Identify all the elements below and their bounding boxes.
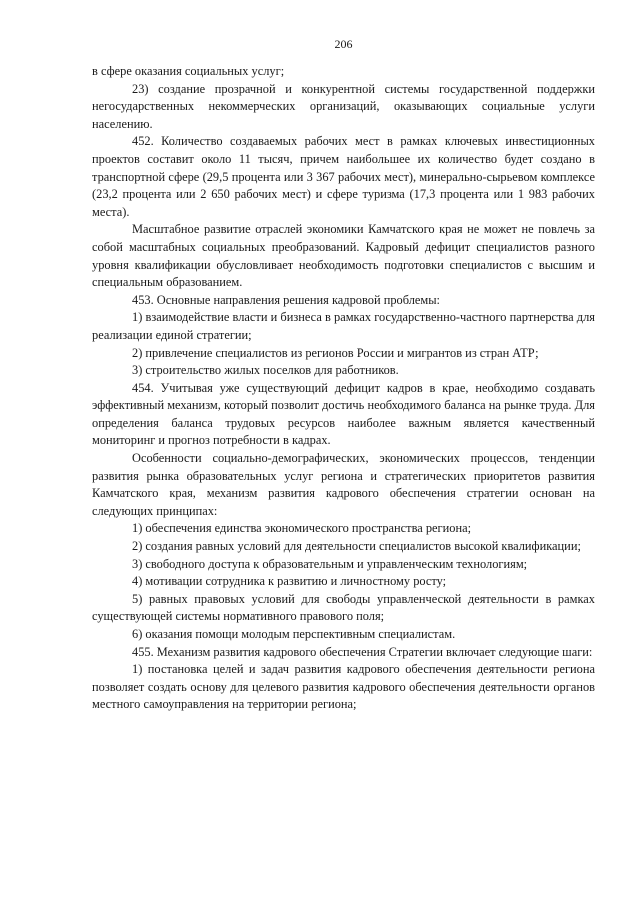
paragraph: 2) создания равных условий для деятельности специалистов высокой квалификации; bbox=[132, 539, 581, 554]
paragraph: 5) равных правовых условий для свободы управленческой деятельности в рамках существующей системы нормативного правового поля; bbox=[92, 591, 595, 624]
paragraph: Масштабное развитие отраслей экономики Камчатского края не может не повлечь за собой масштабных социальных преобразований. Кадровый дефицит специалистов разного уровня квалификации обусловливает необходимость подготовки специалистов с высшим и специальным образованием. bbox=[92, 222, 595, 290]
paragraph: 2) привлечение специалистов из регионов России и мигрантов из стран АТР; bbox=[132, 345, 539, 360]
paragraph: 1) взаимодействие власти и бизнеса в рамках государственно-частного партнерства для реализации единой стратегии; bbox=[92, 310, 595, 342]
paragraph: 454. Учитывая уже существующий дефицит кадров в крае, необходимо создавать эффективный механизм, который позволит достичь необходимого баланса на рынке труда. Для определения баланса трудовых ресурсов наиболее важным является качественный мониторинг и прогноз потребности в кадрах. bbox=[92, 380, 595, 448]
paragraph: 1) обеспечения единства экономического пространства региона; bbox=[132, 521, 472, 536]
paragraph: 453. Основные направления решения кадровой проблемы: bbox=[132, 292, 440, 307]
paragraph: 3) свободного доступа к образовательным и управленческим технологиям; bbox=[132, 556, 528, 571]
paragraph: Особенности социально-демографических, экономических процессов, тенденции развития рынка образовательных услуг региона и стратегических приоритетов развития Камчатского края, механизм развития кадрового обеспечения стратегии основан на следующих принципах: bbox=[92, 451, 595, 518]
paragraph: 1) постановка целей и задач развития кадрового обеспечения деятельности региона позволяет создать основу для целевого развития кадрового обеспечения деятельности органов местного самоуправления на территории региона; bbox=[92, 662, 595, 712]
paragraph: 3) строительство жилых поселков для работников. bbox=[132, 363, 399, 378]
paragraph: в сфере оказания социальных услуг; bbox=[92, 64, 285, 78]
paragraph: 452. Количество создаваемых рабочих мест в рамках ключевых инвестиционных проектов составит около 11 тысяч, причем наибольшее их количество будет создано в транспортной сфере (29,5 процента или 3 367 рабочих мест), минерально-сырьевом комплексе (23,2 процента или 2 650 рабочих мест) и сфере туризма (17,3 процента или 1 983 рабочих места). bbox=[92, 134, 595, 219]
paragraph: 6) оказания помощи молодым перспективным специалистам. bbox=[132, 627, 456, 641]
paragraph: 455. Механизм развития кадрового обеспечения Стратегии включает следующие шаги: bbox=[132, 644, 593, 659]
page-number: 206 bbox=[334, 37, 353, 51]
document-body bbox=[92, 63, 595, 714]
paragraph: 4) мотивации сотрудника к развитию и личностному росту; bbox=[132, 574, 447, 589]
paragraph: 23) создание прозрачной и конкурентной системы государственной поддержки негосударственных некоммерческих организаций, оказывающих социальные услуги населению. bbox=[92, 81, 595, 131]
